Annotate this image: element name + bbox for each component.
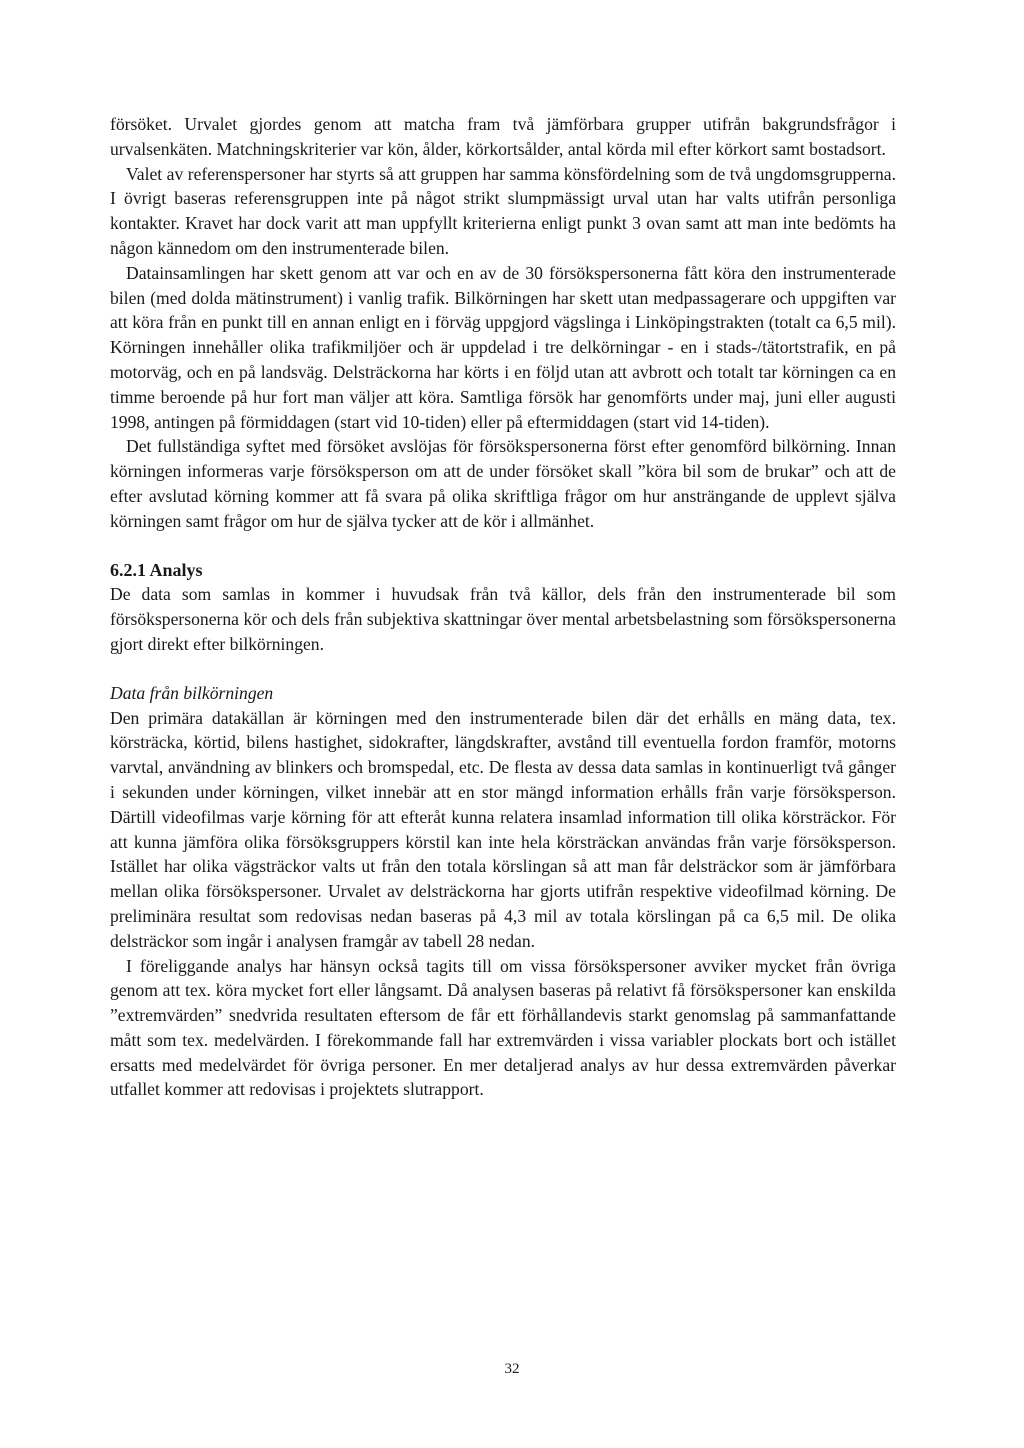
paragraph-continuation: försöket. Urvalet gjordes genom att matcha fram två jämförbara grupper utifrån bakgrundsfrågor i urvalsenkäten. Matchningskriterier var kön, ålder, körkortsålder, antal körda mil efter körkort samt bostadsort. <box>110 114 896 159</box>
document-page <box>110 112 896 1102</box>
subsection-heading: Data från bilkörningen <box>110 682 274 703</box>
paragraph-analysis-intro: De data som samlas in kommer i huvudsak från två källor, dels från den instrumenterade bil som försökspersonerna kör och dels från subjektiva skattningar över mental arbetsbelastning som försökspersonerna gjort direkt efter bilkörningen. <box>110 584 896 654</box>
paragraph-purpose: Det fullständiga syftet med försöket avslöjas för försökspersonerna först efter genomförd bilkörning. Innan körningen informeras varje försöksperson om att de under försöket skall ”köra bil som de brukar” och att de efter avslutad körning kommer att få svara på olika skriftliga frågor om hur ansträngande de upplevt själva körningen samt frågor om hur de själva tycker att de kör i allmänhet. <box>110 436 896 531</box>
paragraph-extreme-values: I föreliggande analys har hänsyn också tagits till om vissa försökspersoner avviker mycket från övriga genom att tex. köra mycket fort eller långsamt. Då analysen baseras på relativt få försökspersoner kan enskilda ”extremvärden” snedvrida resultaten eftersom de får ett förhållandevis starkt genomslag på sammanfattande mått som tex. medelvärden. I förekommande fall har extremvärden i vissa variabler plockats bort och istället ersatts med medelvärdet för övriga personer. En mer detaljerad analys av hur dessa extremvärden påverkar utfallet kommer att redovisas i projektets slutrapport. <box>110 955 896 1100</box>
paragraph-data-collection: Datainsamlingen har skett genom att var och en av de 30 försökspersonerna fått köra den instrumenterade bilen (med dolda mätinstrument) i vanlig trafik. Bilkörningen har skett utan medpassagerare och uppgiften var att köra från en punkt till en annan enligt en i förväg uppgjord vägslinga i Linköpingstrakten (totalt ca 6,5 mil). Körningen innehåller olika trafikmiljöer och är uppdelad i tre delkörningar - en i stads-/tätortstrafik, en på motorväg, och en på landsväg. Delsträckorna har körts i en följd utan att avbrott och totalt tar körningen ca en timme beroende på hur fort man väljer att köra. Samtliga försök har genomförts under maj, juni eller augusti 1998, antingen på förmiddagen (start vid 10-tiden) eller på eftermiddagen (start vid 14-tiden). <box>110 262 896 432</box>
paragraph-driving-data: Den primära datakällan är körningen med den instrumenterade bilen där det erhålls en mäng data, tex. körsträcka, körtid, bilens hastighet, sidokrafter, längdskrafter, avstånd till eventuella fordon framför, motorns varvtal, användning av blinkers och bromspedal, etc. De flesta av dessa data samlas in kontinuerligt två gånger i sekunden under körningen, vilket innebär att en stor mängd information erhålls från varje försöksperson. Därtill videofilmas varje körning för att efteråt kunna relatera insamlad information till olika körsträckor. För att kunna jämföra olika försöksgruppers körstil kan inte hela körsträckan användas från varje försöksperson. Istället har olika vägsträckor valts ut från den totala körslingan så att man får delsträckor som är jämförbara mellan olika försökspersoner. Urvalet av delsträckorna har gjorts utifrån respektive videofilmad körning. De preliminära resultat som redovisas nedan baseras på 4,3 mil av totala körslingan på ca 6,5 mil. De olika delsträckor som ingår i analysen framgår av tabell 28 nedan. <box>110 707 896 951</box>
paragraph-reference-group: Valet av referenspersoner har styrts så att gruppen har samma könsfördelning som de två ungdomsgrupperna. I övrigt baseras referensgruppen inte på något strikt slumpmässigt urval utan har valts utifrån personliga kontakter. Kravet har dock varit att man uppfyllt kriterierna enligt punkt 3 ovan samt att man inte bedömts ha någon kännedom om den instrumenterade bilen. <box>110 163 896 258</box>
section-heading: 6.2.1 Analys <box>110 559 203 580</box>
page-number: 32 <box>504 1361 520 1377</box>
